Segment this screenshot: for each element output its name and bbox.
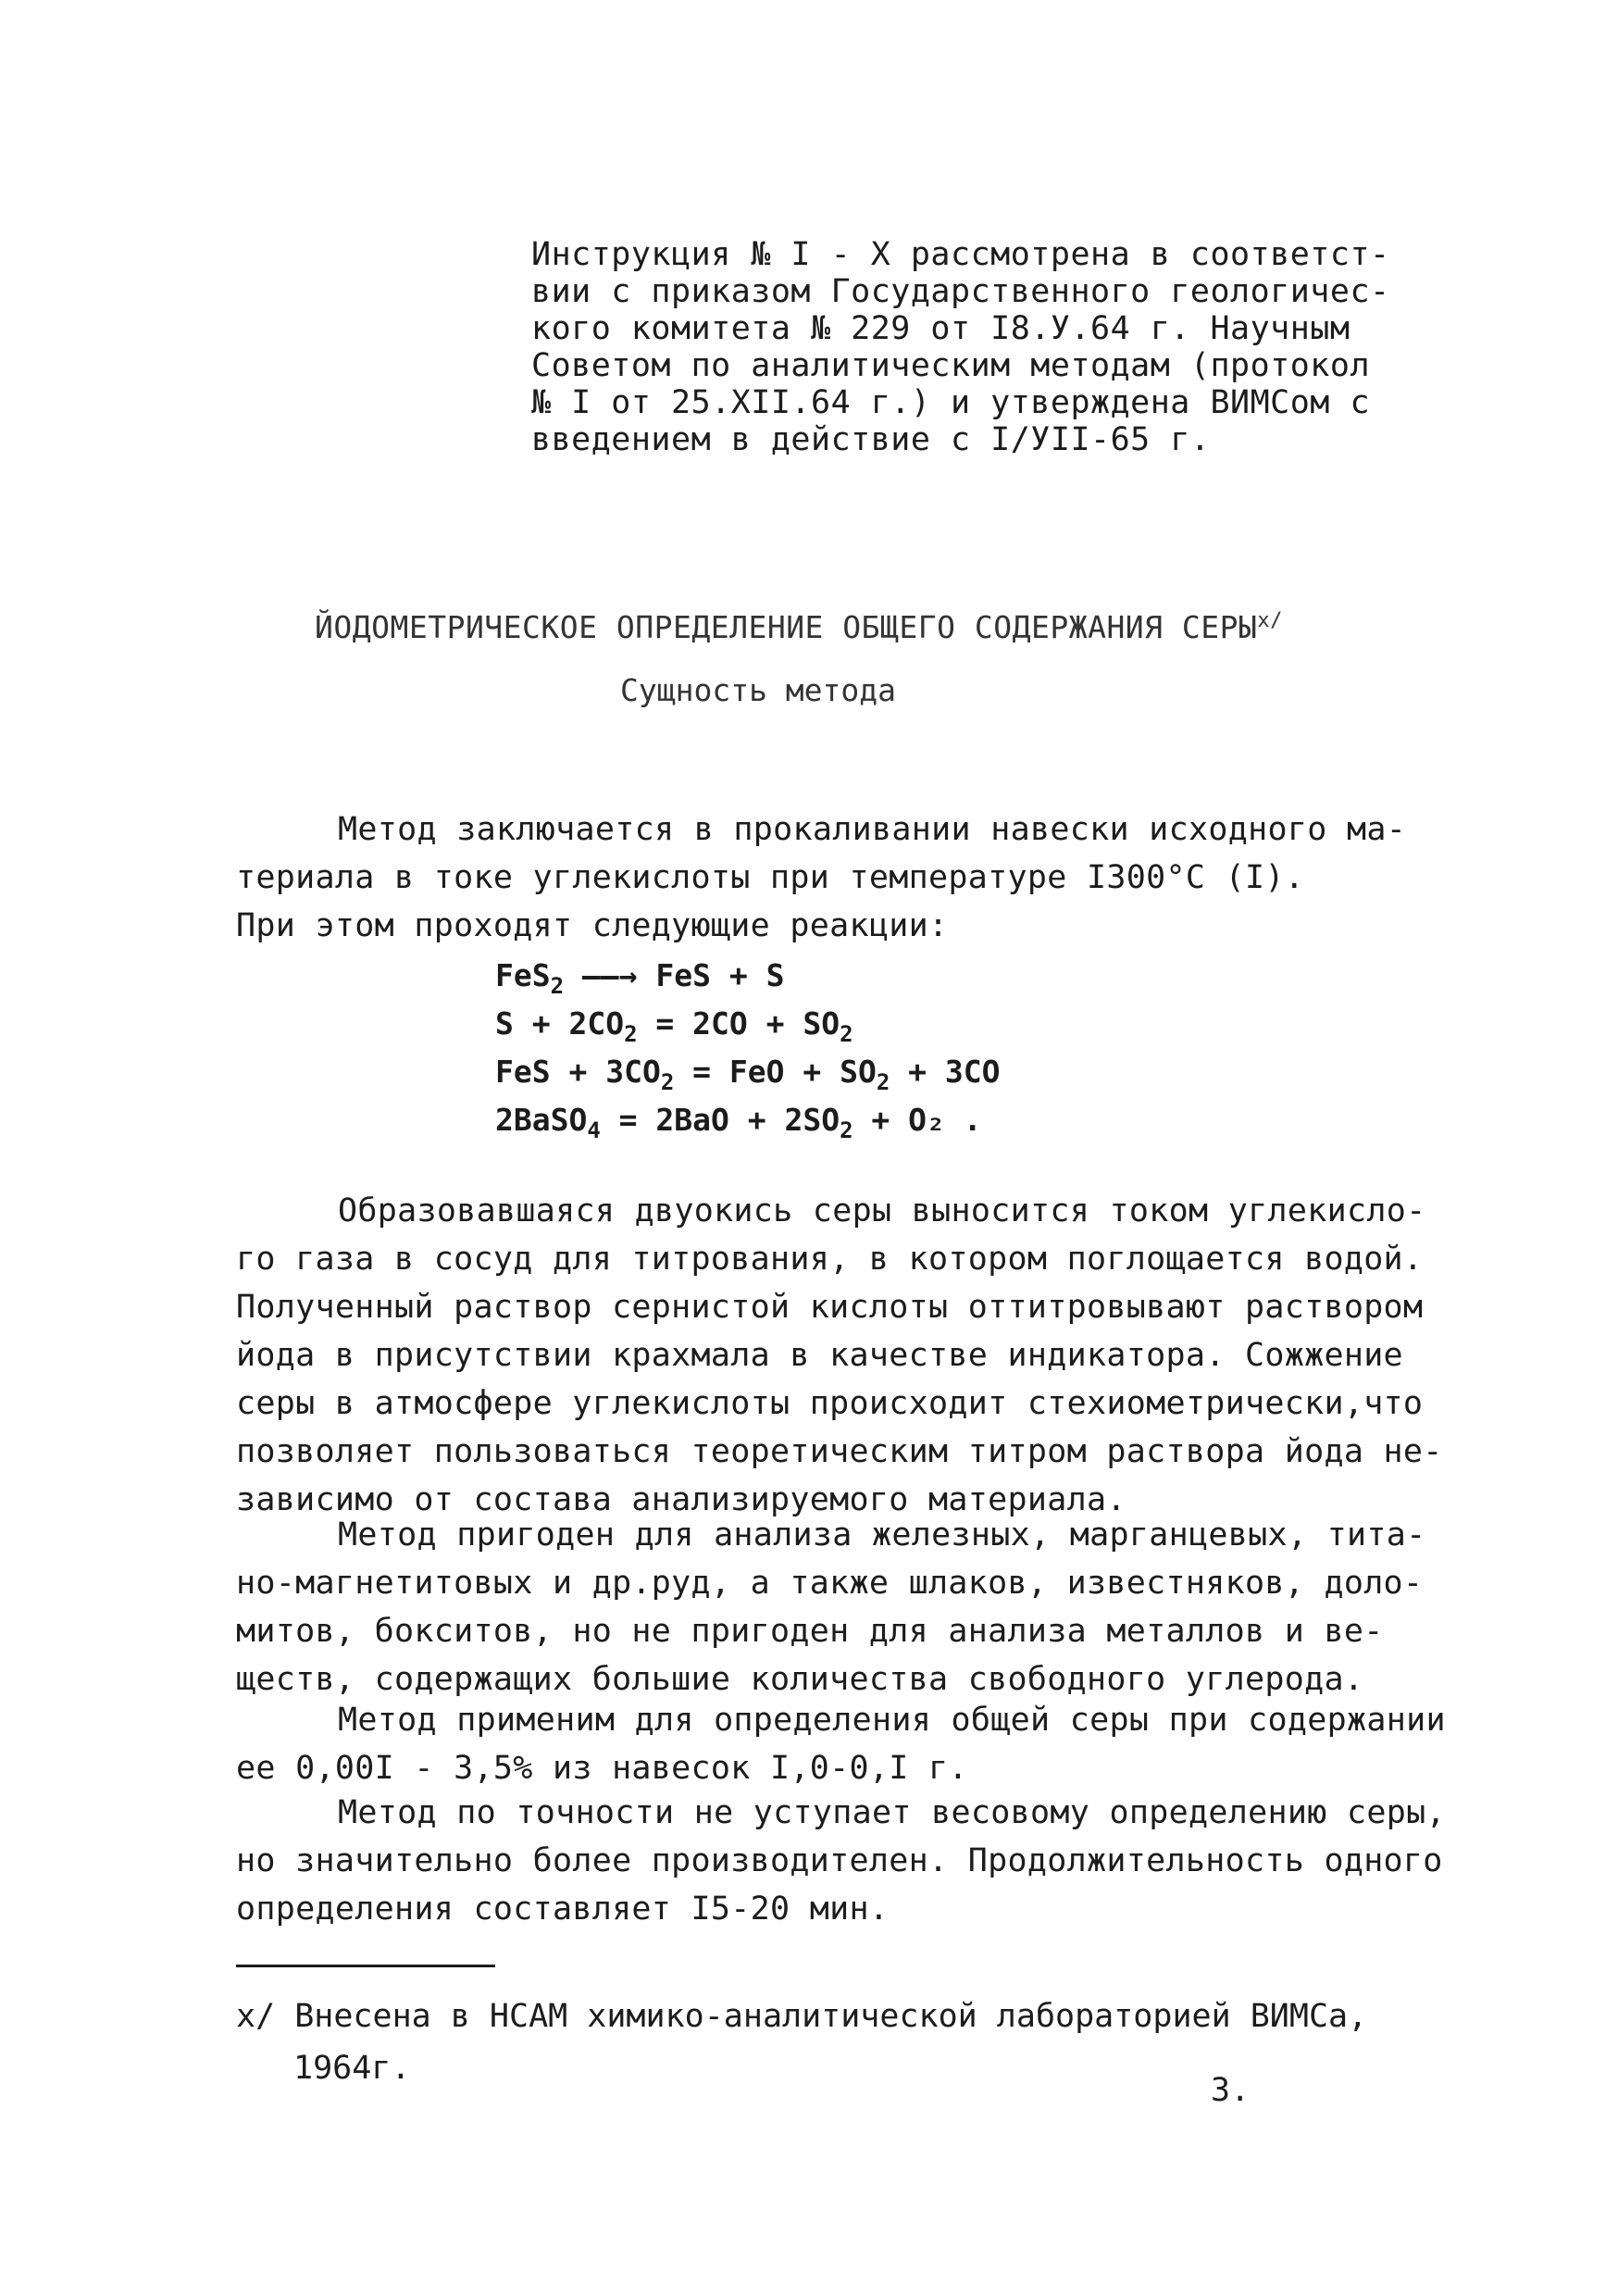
paragraph-process (236, 1187, 1443, 1524)
reaction-equation: 2BaSO$_4$ = $2BaO + 2SO_2 + O_2$ . (495, 1102, 982, 1143)
paragraph-applicability (236, 1511, 1426, 1703)
paragraph-line: Метод применим для определения общей серы при содержании (338, 1702, 1446, 1739)
paragraph-line: определения составляет I5-20 мин. (236, 1890, 890, 1928)
reaction-equation: $S + 2CO_2 = 2CO + SO_2$ (495, 1005, 853, 1047)
paragraph-line: Метод заключается в прокаливании навески исходного ма- (338, 811, 1407, 848)
footnote-line: x/ Внесена в НСАМ химико-аналитической лабораторией ВИМСа, (236, 1998, 1368, 2035)
reaction-equation: FeS$_2$ ——→ FeS + S (495, 957, 785, 999)
approval-line: Советом по аналитическим методам (протокол (531, 347, 1371, 384)
paragraph-line: позволяет пользоваться теоретическим титром раствора йода не- (236, 1433, 1443, 1470)
reaction-equation: FeS + $3CO_2$ = FeO + $SO_2 + 3CO$ (495, 1054, 1001, 1095)
paragraph-line: Метод по точности не уступает весовому определению серы, (338, 1794, 1446, 1831)
approval-line: введением в действие с I/УII-65 г. (531, 421, 1211, 458)
paragraph-line: Метод пригоден для анализа железных, марганцевых, тита- (338, 1516, 1426, 1554)
footnote-divider (236, 1965, 495, 1967)
approval-line: кого комитета № 229 от I8.У.64 г. Научным (531, 310, 1350, 347)
paragraph-range (236, 1696, 1446, 1792)
title-text: ЙОДОМЕТРИЧЕСКОЕ ОПРЕДЕЛЕНИЕ ОБЩЕГО СОДЕРЖАНИЯ СЕРЫ (315, 609, 1258, 645)
paragraph-line: но значительно более производителен. Продолжительность одного (236, 1842, 1443, 1879)
page-number: 3. (1211, 2072, 1251, 2109)
section-subtitle: Сущность метода (620, 672, 897, 708)
paragraph-method-intro (236, 805, 1407, 950)
paragraph-line: При этом проходят следующие реакции: (236, 907, 949, 944)
paragraph-line: митов, бокситов, но не пригоден для анализа металлов и ве- (236, 1613, 1384, 1650)
paragraph-line: зависимо от состава анализируемого материала. (236, 1481, 1126, 1518)
footnote (236, 1990, 1367, 2094)
document-title (315, 609, 1333, 645)
approval-line: Инструкция № I - X рассмотрена в соответст- (531, 236, 1390, 273)
approval-line: вии с приказом Государственного геологичес- (531, 273, 1390, 310)
approval-note (531, 236, 1390, 458)
paragraph-line: ее 0,00I - 3,5% из навесок I,0-0,I г. (236, 1750, 968, 1787)
paragraph-line: го газа в сосуд для титрования, в котором поглощается водой. (236, 1241, 1424, 1278)
paragraph-accuracy (236, 1789, 1446, 1933)
reaction-list (495, 952, 1000, 1144)
paragraph-line: серы в атмосфере углекислоты происходит стехиометрически,что (236, 1385, 1424, 1422)
footnote-line: 1964г. (293, 2050, 411, 2087)
paragraph-line: териала в токе углекислоты при температуре I300°С (I). (236, 859, 1305, 896)
paragraph-line: ществ, содержащих большие количества свободного углерода. (236, 1661, 1364, 1698)
paragraph-line: Образовавшаяся двуокись серы выносится током углекисло- (338, 1192, 1426, 1229)
paragraph-line: но-магнетитовых и др.руд, а также шлаков, известняков, доло- (236, 1565, 1424, 1602)
paragraph-line: Полученный раствор сернистой кислоты оттитровывают раствором (236, 1289, 1424, 1326)
approval-line: № I от 25.XII.64 г.) и утверждена ВИМСом с (531, 384, 1371, 421)
paragraph-line: йода в присутствии крахмала в качестве индикатора. Сожжение (236, 1337, 1403, 1374)
title-footnote-mark: x/ (1257, 609, 1283, 632)
